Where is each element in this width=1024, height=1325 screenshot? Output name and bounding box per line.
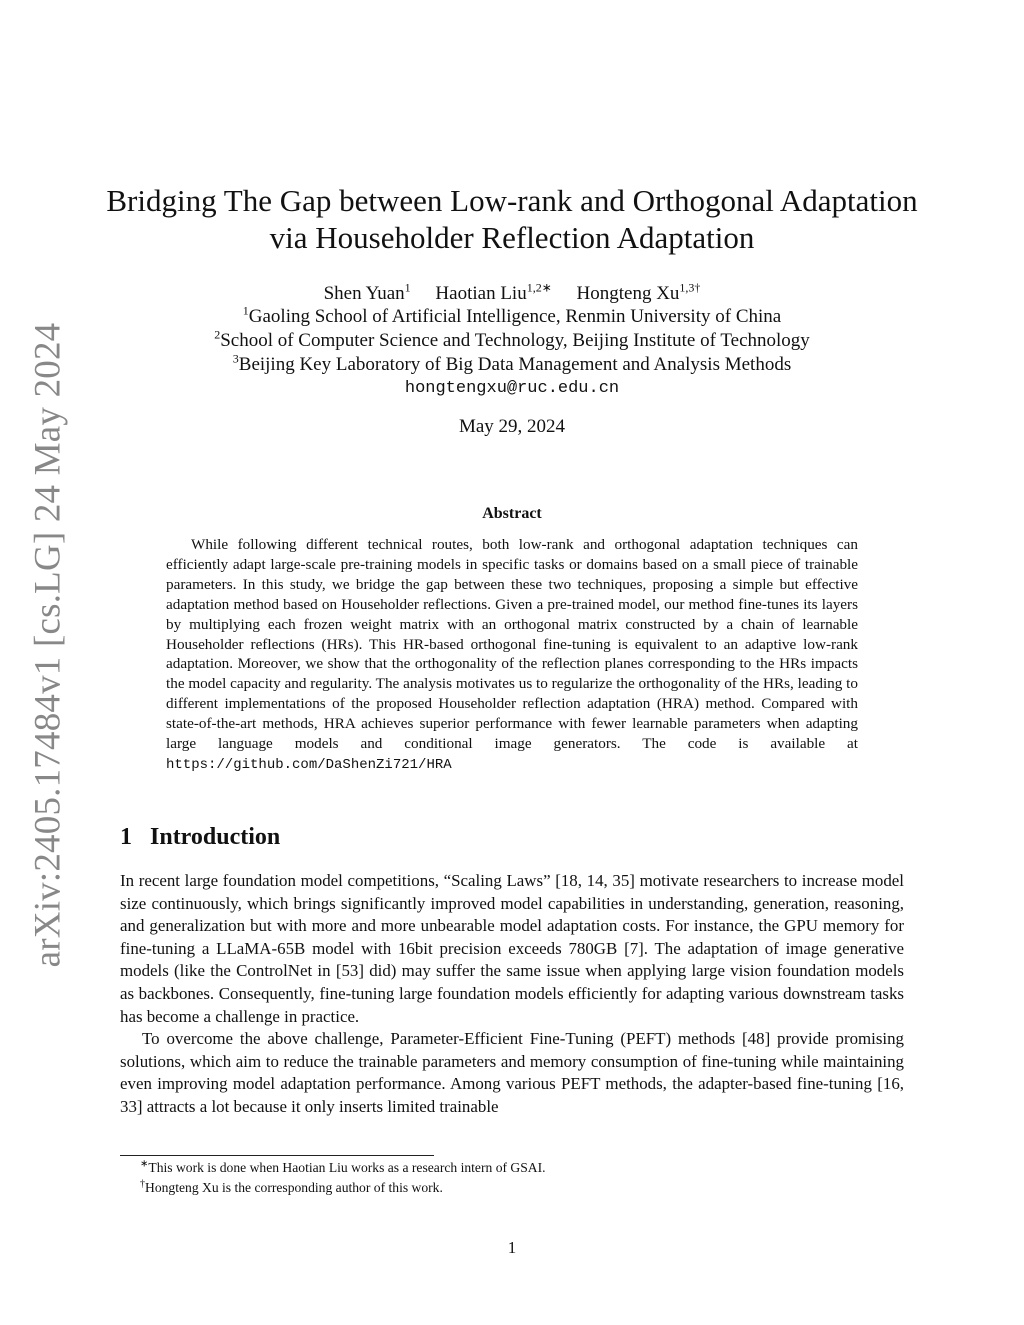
affiliation: $^1$Gaoling School of Artificial Intelligence, Renmin University of China <box>242 303 782 327</box>
abstract-heading: Abstract <box>482 505 542 522</box>
body-paragraph: In recent large foundation model competitions, “Scaling Laws” [18, 14, 35] motivate researchers to increase model size continuously, which brings significantly improved model capabilities in understanding, generation, reasoning, and generalization but with more and more unbearable model adaptation costs. For instance, the GPU memory for fine-tuning a LLaMA-65B model with 16bit precision exceeds 780GB [7]. The adaptation of image generative models (like the ControlNet in [53] did) may suffer the same issue when applying large vision foundation models as backbones. Consequently, fine-tuning large foundation models efficiently for adapting various downstream tasks has become a challenge in practice. <box>120 871 904 1026</box>
section-title: Introduction <box>150 824 281 850</box>
footnote: ∗This work is done when Haotian Liu works as a research intern of GSAI. <box>140 1158 546 1175</box>
section-number: 1 <box>120 824 132 850</box>
affiliation: $^3$Beijing Key Laboratory of Big Data Management and Analysis Methods <box>232 351 792 375</box>
abstract-text: While following different technical routes, both low-rank and orthogonal adaptation techniques can efficiently adapt large-scale pre-training models in specific tasks or domains based on a small piece of trainable parameters. In this study, we bridge the gap between these two techniques, proposing a simple but effective adaptation method based on Householder reflections. Given a pre-trained model, our method fine-tunes its layers by multiplying each frozen weight matrix with an orthogonal matrix constructed by a chain of learnable Householder reflections (HRs). This HR-based orthogonal fine-tuning is equivalent to an adaptive low-rank adaptation. Moreover, we show that the orthogonality of the reflection planes corresponding to the HRs impacts the model capacity and regularity. The analysis motivates us to regularize the orthogonality of the HRs, leading to different implementations of the proposed Householder reflection adaptation (HRA) method. Compared with state-of-the-art methods, HRA achieves superior performance with fewer learnable parameters when adapting large language models and conditional image generators. The code is available at https://github.com/DaShenZi721/HRA <box>166 536 858 773</box>
footnote-rule <box>120 1155 434 1156</box>
introduction-body <box>120 870 904 1119</box>
author: Hongteng $Xu^{1,3\dagger}$ <box>576 280 701 304</box>
arxiv-identifier-text: arXiv:2405.17484v1 [cs.LG] 24 May 2024 <box>27 322 69 968</box>
author: Shen Yuan$^1$ <box>323 280 411 304</box>
title-line: via Householder Reflection Adaptation <box>269 220 755 255</box>
affiliations <box>100 305 924 401</box>
publication-date: May 29, 2024 <box>458 416 566 437</box>
footnote: †Hongteng Xu is the corresponding author of this work. <box>140 1178 443 1195</box>
section-heading <box>120 824 280 851</box>
title-line: Bridging The Gap between Low-rank and Orthogonal Adaptation <box>106 183 918 218</box>
footnotes <box>120 1158 904 1198</box>
body-paragraph: To overcome the above challenge, Parameter-Efficient Fine-Tuning (PEFT) methods [48] provide promising solutions, which aim to reduce the trainable parameters and memory consumption of fine-tuning while maintaining even improving model adaptation performance. Among various PEFT methods, the adapter-based fine-tuning [16, 33] attracts a lot because it only inserts limited trainable <box>120 1029 904 1116</box>
author: Haotian Liu$^{1,2∗}$ <box>435 280 552 304</box>
affiliation: $^2$School of Computer Science and Technology, Beijing Institute of Technology <box>214 327 810 351</box>
page-number: 1 <box>507 1238 517 1257</box>
contact-email[interactable]: hongtengxu@ruc.edu.cn <box>404 379 620 398</box>
paper-title <box>100 182 924 256</box>
author-list <box>100 282 924 306</box>
code-link[interactable]: https://github.com/DaShenZi721/HRA <box>166 756 452 773</box>
